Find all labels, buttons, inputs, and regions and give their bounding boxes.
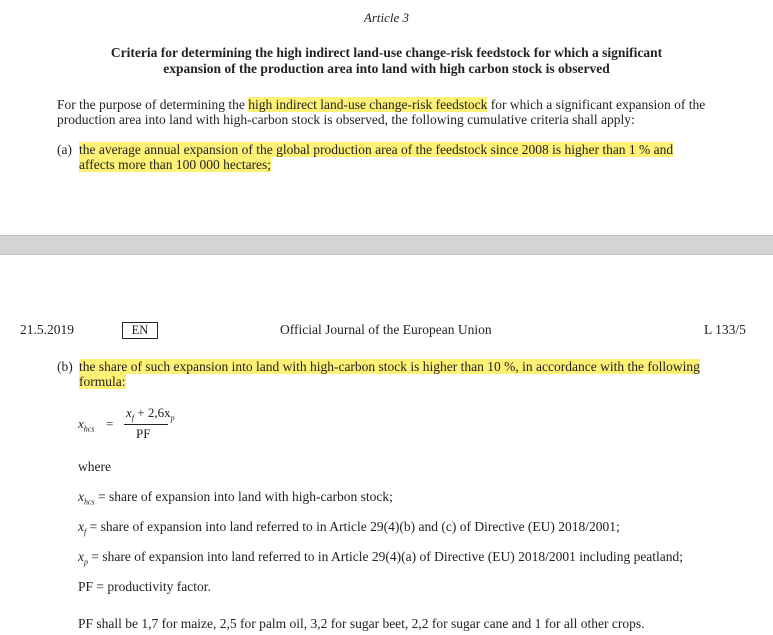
criterion-label: (a) (57, 142, 72, 157)
language-badge: EN (122, 322, 158, 339)
journal-title: Official Journal of the European Union (280, 322, 492, 337)
formula-equals: = (106, 416, 114, 431)
page-reference: L 133/5 (704, 322, 746, 337)
criterion-label: (b) (57, 359, 73, 374)
productivity-factor-values: PF shall be 1,7 for maize, 2,5 for palm oil, 3,2 for sugar beet, 2,2 for sugar cane and 1 for all other crops. (78, 616, 645, 631)
intro-paragraph (57, 97, 727, 127)
criterion-a-line-2: affects more than 100 000 hectares; (79, 157, 272, 172)
highlighted-term: high indirect land-use change-risk feedstock (248, 97, 488, 112)
formula-denominator: PF (136, 426, 151, 441)
definition-xhcs: $x_{hcs}$ = share of expansion into land with high-carbon stock; (78, 489, 393, 507)
criterion-a (57, 142, 737, 174)
formula (78, 405, 198, 442)
article-title-line-2: expansion of the production area into land with high carbon stock is observed (163, 61, 610, 76)
publication-date: 21.5.2019 (20, 322, 74, 337)
formula-numerator: $x_f + 2,6x_p$ (126, 405, 175, 423)
criterion-a-line-1: the average annual expansion of the global production area of the feedstock since 2008 is higher than 1 % and (79, 142, 674, 157)
intro-line-2: production area into land with high-carbon stock is observed, the following cumulative criteria shall apply: (57, 112, 635, 127)
definition-pf: PF = productivity factor. (78, 579, 211, 594)
definition-xf: $x_f$ = share of expansion into land referred to in Article 29(4)(b) and (c) of Directive (EU) 2018/2001; (78, 519, 620, 537)
criterion-b (57, 359, 737, 391)
article-title-line-1: Criteria for determining the high indirect land-use change-risk feedstock for which a significant (110, 45, 663, 60)
where-label: where (78, 459, 111, 474)
definition-xp: $x_p$ = share of expansion into land referred to in Article 29(4)(a) of Directive (EU) 2018/2001 including peatland; (78, 549, 684, 567)
fraction-bar (124, 424, 168, 425)
page-break (0, 235, 773, 255)
article-number: Article 3 (363, 10, 410, 25)
intro-line-1: For the purpose of determining the high indirect land-use change-risk feedstock for which a significant expansion of the (57, 97, 706, 112)
criterion-b-line-2: formula: (79, 374, 126, 389)
article-title (60, 45, 713, 77)
criterion-b-line-1: the share of such expansion into land with high-carbon stock is higher than 10 %, in accordance with the following (79, 359, 700, 374)
formula-lhs: $x_{hcs}$ (78, 416, 95, 434)
